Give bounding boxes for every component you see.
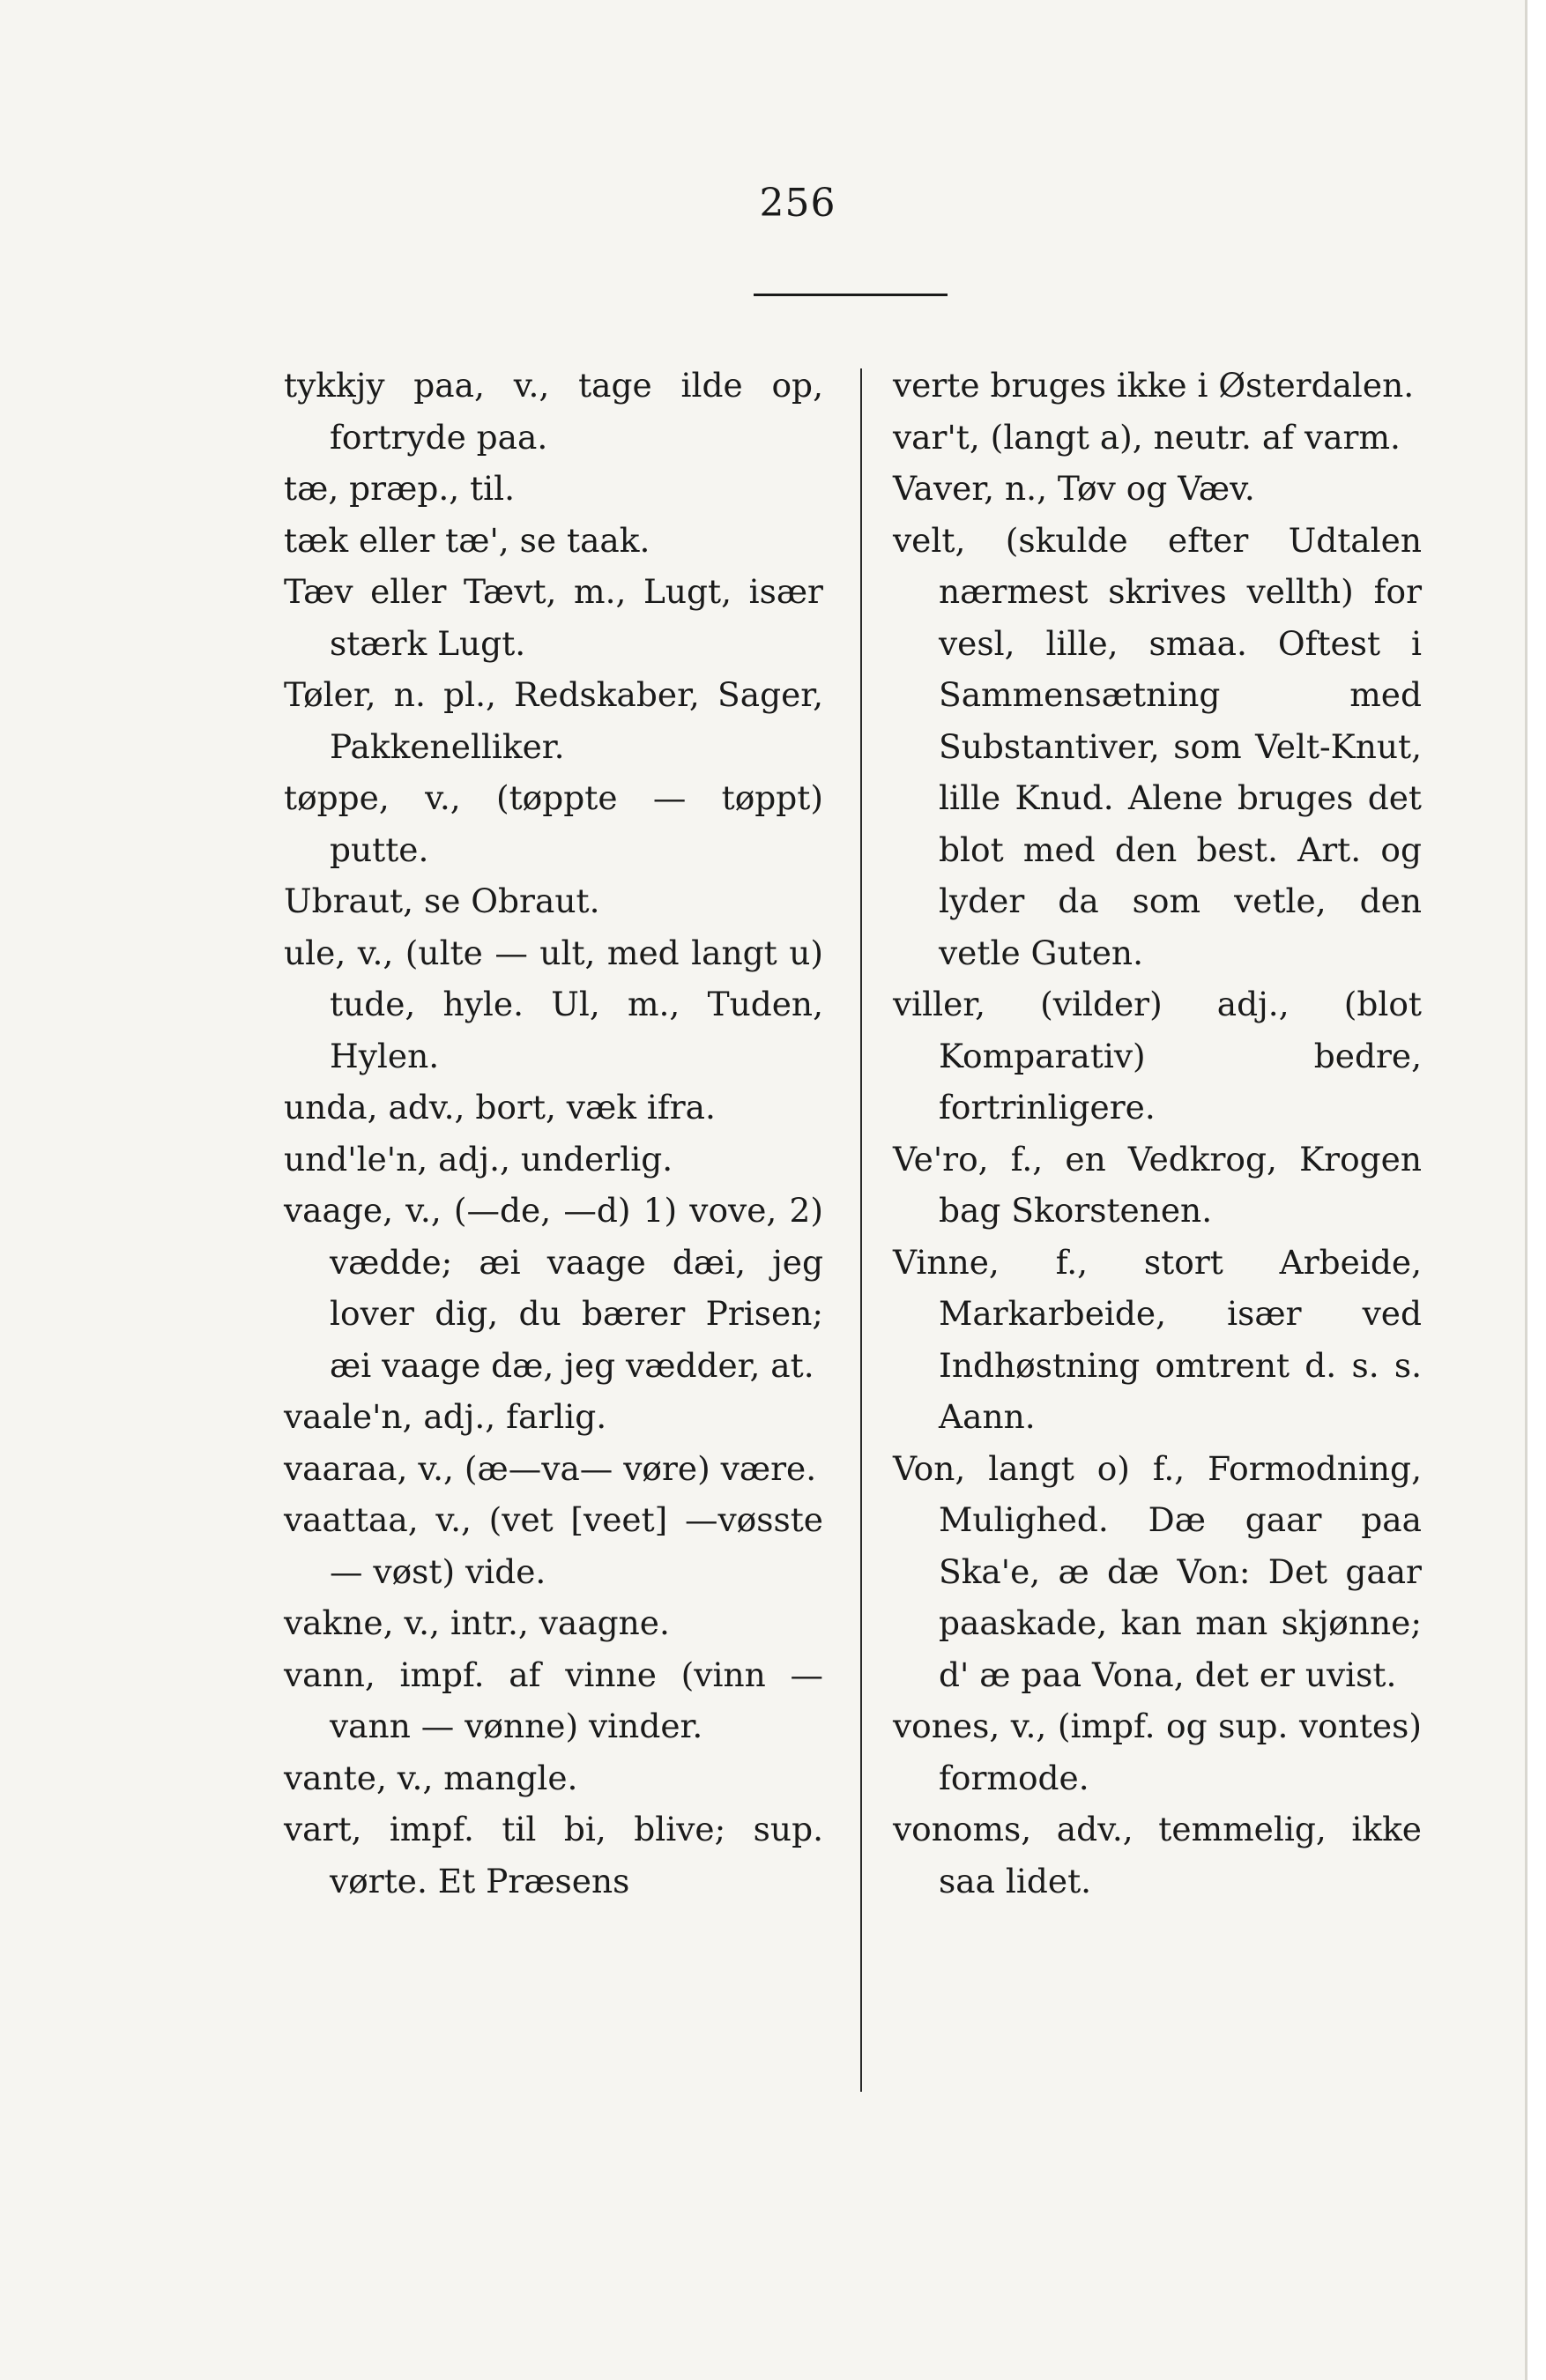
dictionary-entry: vaage, v., (—de, —d) 1) vove, 2) vædde; æi vaage dæi, jeg lover dig, du bærer Prisen; æi vaage dæ, jeg vædder, at. <box>284 1191 823 1385</box>
dictionary-entry: vaattaa, v., (vet [veet] —vøsste — vøst) vide. <box>284 1500 823 1591</box>
dictionary-entry: und'le'n, adj., underlig. <box>284 1139 673 1179</box>
dictionary-entry: Tøler, n. pl., Redskaber, Sager, Pakkenelliker. <box>284 675 823 766</box>
dictionary-entry: var't, (langt a), neutr. af varm. <box>893 417 1401 457</box>
dictionary-entry: tøppe, v., (tøppte — tøppt) putte. <box>284 778 823 869</box>
page-number: 256 <box>759 181 836 226</box>
dictionary-entry: ule, v., (ulte — ult, med langt u) tude, hyle. Ul, m., Tuden, Hylen. <box>284 933 823 1075</box>
dictionary-entry: vann, impf. af vinne (vinn — vann — vønne) vinder. <box>284 1655 823 1745</box>
dictionary-entry: vaale'n, adj., farlig. <box>284 1397 607 1436</box>
dictionary-entry: Von, langt o) f., Formodning, Mulighed. Dæ gaar paa Ska'e, æ dæ Von: Det gaar paaskade, kan man skjønne; d' æ paa Vona, det er uvist. <box>893 1448 1422 1694</box>
dictionary-entry: vaaraa, v., (æ—va— vøre) være. <box>284 1448 817 1488</box>
dictionary-entry: vones, v., (impf. og sup. vontes) formode. <box>893 1707 1422 1797</box>
left-column <box>284 360 823 1907</box>
dictionary-entry: vonoms, adv., temmelig, ikke saa lidet. <box>893 1810 1422 1900</box>
dictionary-entry: verte bruges ikke i Østerdalen. <box>893 366 1415 405</box>
dictionary-entry: velt, (skulde efter Udtalen nærmest skrives vellth) for vesl, lille, smaa. Oftest i Sammensætning med Substantiver, som Velt-Knut, lille Knud. Alene bruges det blot med den best. Art. og lyder da som vetle, den vetle Guten. <box>893 520 1422 972</box>
column-divider <box>860 368 862 2092</box>
dictionary-entry: vart, impf. til bi, blive; sup. vørte. Et Præsens <box>284 1810 823 1900</box>
dictionary-entry: Tæv eller Tævt, m., Lugt, især stærk Lugt. <box>284 572 823 663</box>
dictionary-entry: viller, (vilder) adj., (blot Komparativ) bedre, fortrinligere. <box>893 985 1422 1127</box>
dictionary-entry: Vinne, f., stort Arbeide, Markarbeide, især ved Indhøstning omtrent d. s. s. Aann. <box>893 1242 1422 1436</box>
dictionary-entry: Ve'ro, f., en Vedkrog, Krogen bag Skorstenen. <box>893 1139 1422 1230</box>
dictionary-entry: Ubraut, se Obraut. <box>284 881 600 920</box>
dictionary-entry: unda, adv., bort, væk ifra. <box>284 1088 716 1127</box>
header-rule <box>754 294 948 296</box>
right-column <box>893 360 1422 1907</box>
dictionary-entry: tæk eller tæ', se taak. <box>284 520 650 560</box>
dictionary-entry: tæ, præp., til. <box>284 469 516 508</box>
dictionary-entry: vakne, v., intr., vaagne. <box>284 1603 670 1642</box>
dictionary-entry: vante, v., mangle. <box>284 1758 578 1797</box>
dictionary-entry: tykkjy paa, v., tage ilde op, fortryde paa. <box>284 366 823 457</box>
dictionary-entry: Vaver, n., Tøv og Væv. <box>893 469 1255 508</box>
